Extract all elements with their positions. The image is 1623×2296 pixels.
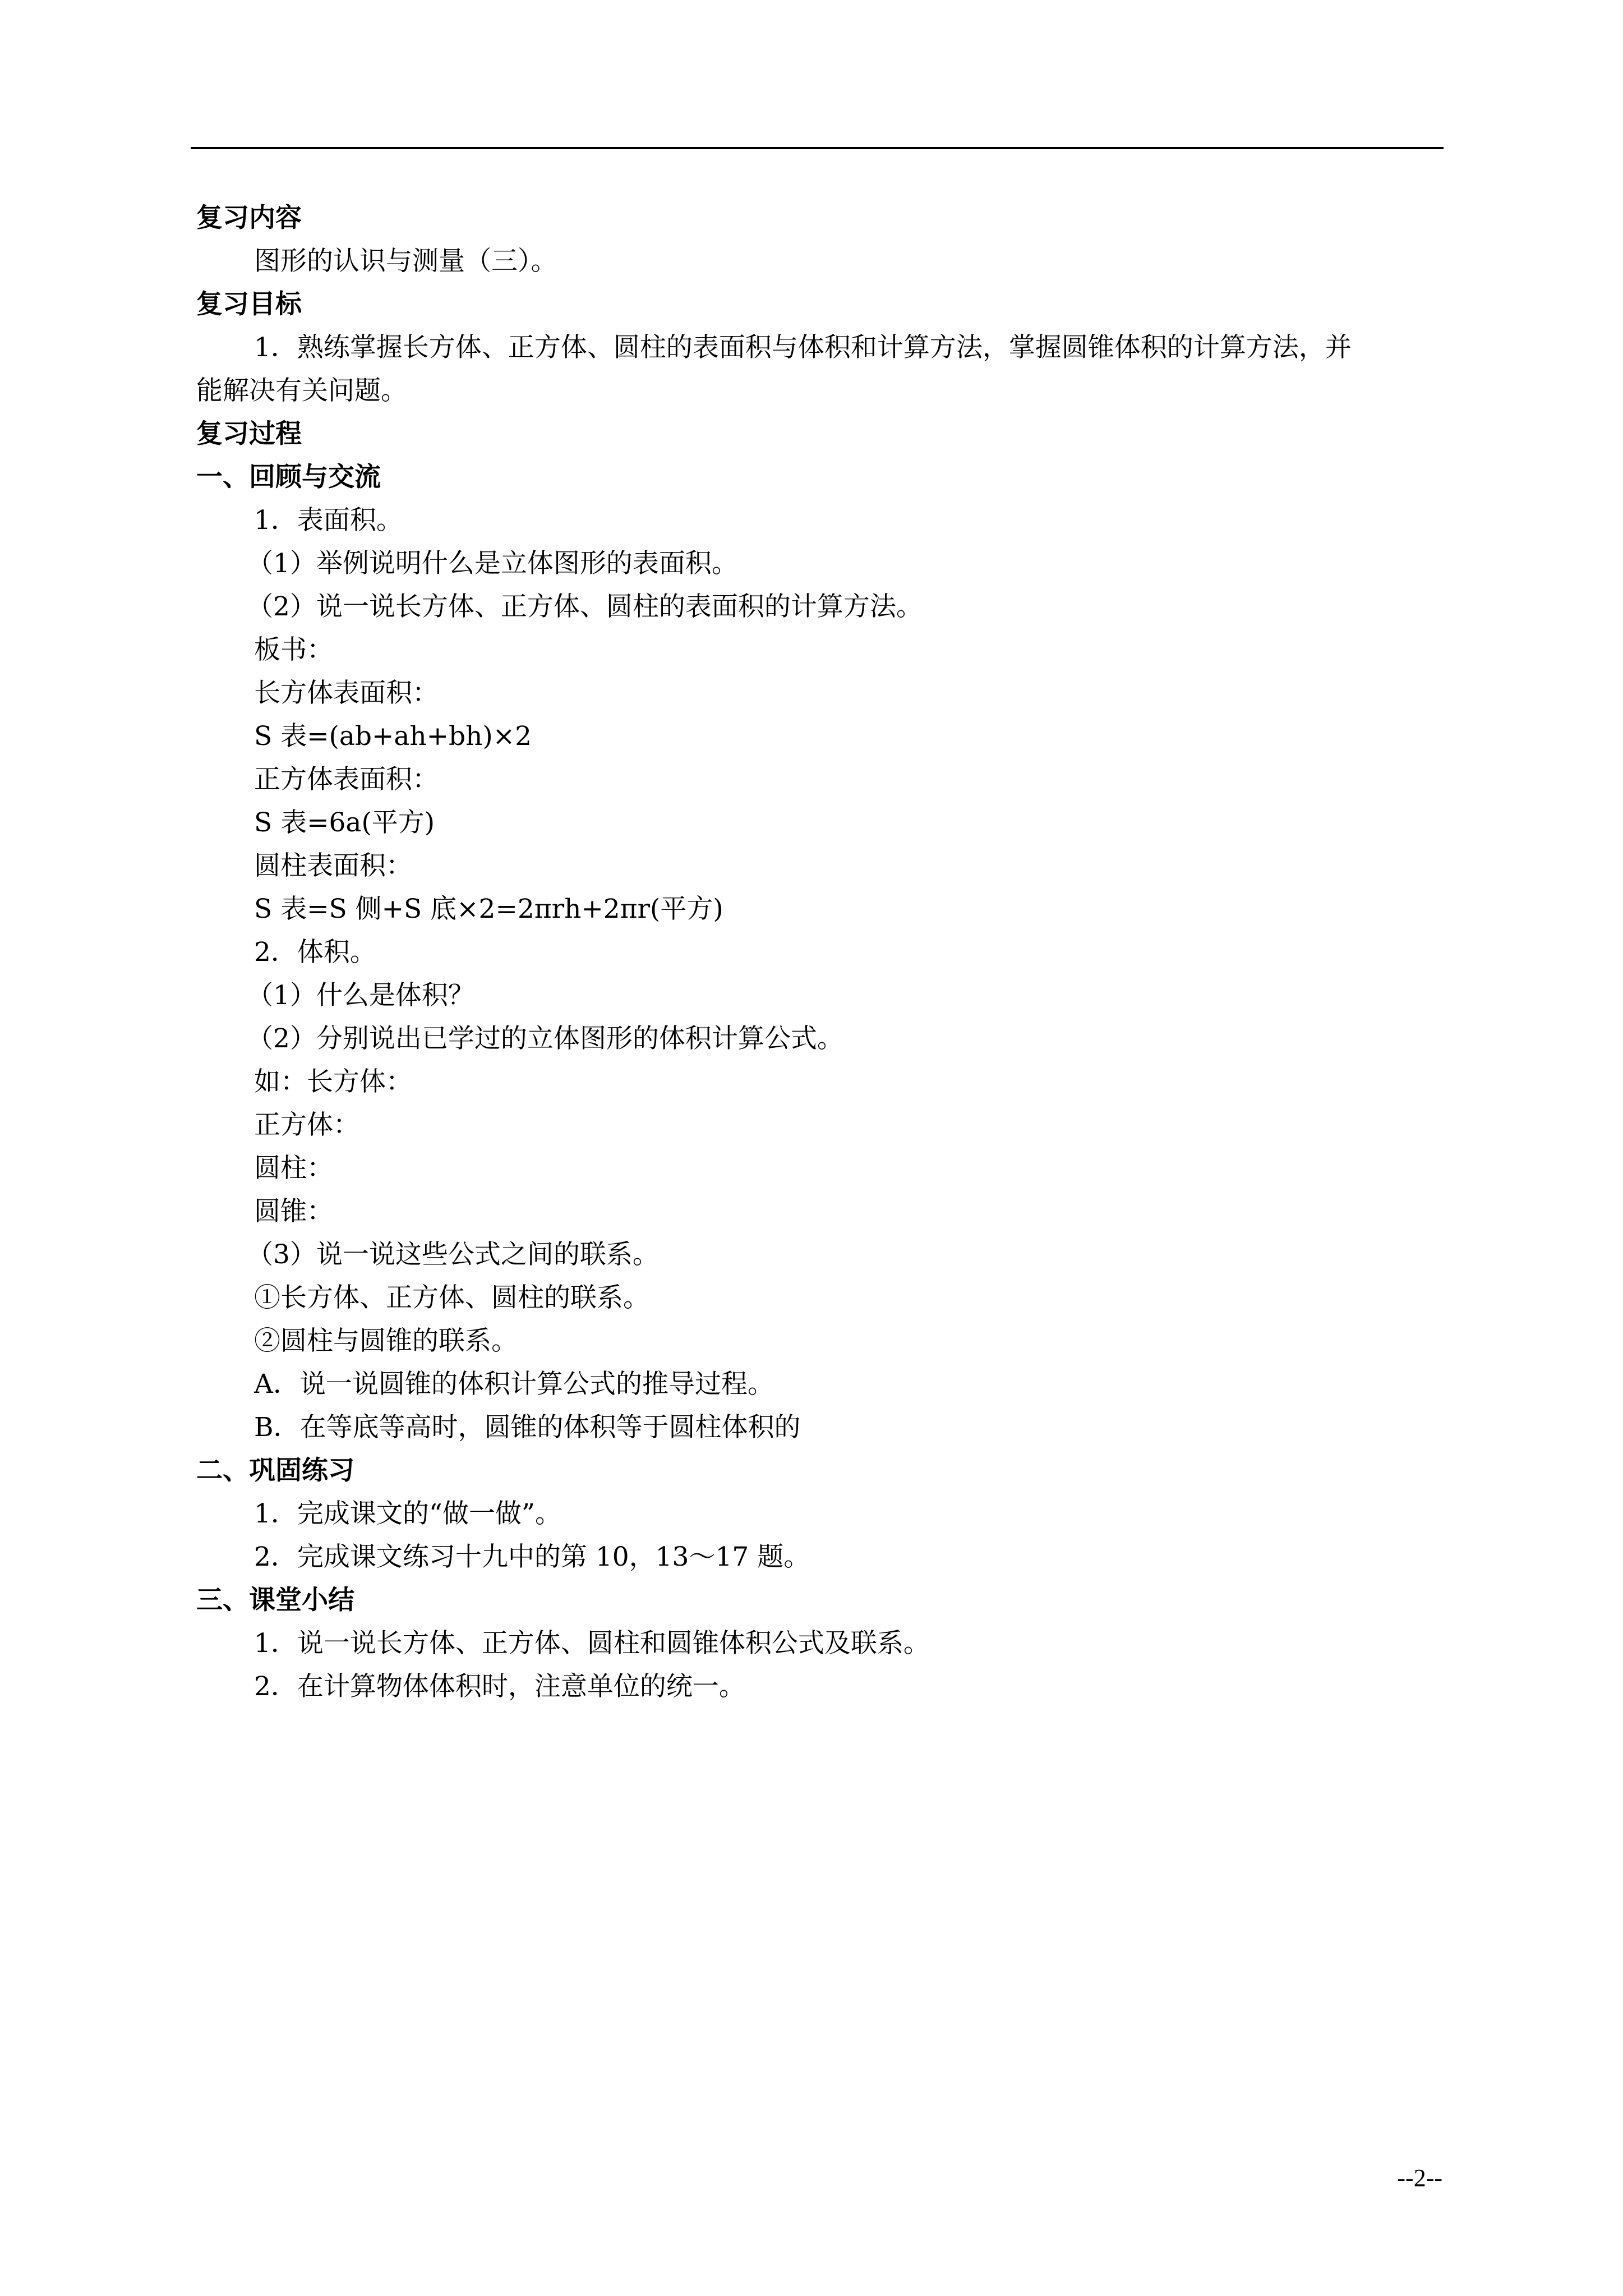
question-volume-2: （2）分别说出已学过的立体图形的体积计算公式。 <box>247 1023 843 1054</box>
relation-2: ②圆柱与圆锥的联系。 <box>254 1326 518 1356</box>
goal-line-1: 1．熟练掌握长方体、正方体、圆柱的表面积与体积和计算方法，掌握圆锥体积的计算方法，并 <box>254 332 1352 363</box>
question-surface-area-1: （1）举例说明什么是立体图形的表面积。 <box>247 548 738 579</box>
relation-b: B．在等底等高时，圆锥的体积等于圆柱体积的 <box>254 1412 801 1443</box>
heading-review-content: 复习内容 <box>196 203 302 233</box>
summary-item-1: 1．说一说长方体、正方体、圆柱和圆锥体积公式及联系。 <box>254 1628 930 1659</box>
document-body <box>196 196 1447 1708</box>
section-practice: 二、巩固练习 <box>196 1455 354 1486</box>
practice-item-2: 2．完成课文练习十九中的第 10，13～17 题。 <box>254 1542 810 1572</box>
review-content-text: 图形的认识与测量（三）。 <box>254 246 557 277</box>
section-summary: 三、课堂小结 <box>196 1585 354 1616</box>
relation-a: A．说一说圆锥的体积计算公式的推导过程。 <box>254 1369 774 1400</box>
cylinder-area-formula: S 表=S 侧+S 底×2=2πrh+2πr(平方) <box>254 894 723 924</box>
question-volume-3: （3）说一说这些公式之间的联系。 <box>247 1239 659 1270</box>
question-volume-1: （1）什么是体积？ <box>247 980 474 1011</box>
question-surface-area-2: （2）说一说长方体、正方体、圆柱的表面积的计算方法。 <box>247 591 923 622</box>
cube-area-formula: S 表=6a(平方) <box>254 807 435 838</box>
relation-1: ①长方体、正方体、圆柱的联系。 <box>254 1282 649 1313</box>
board-label: 板书： <box>254 634 333 665</box>
summary-item-2: 2．在计算物体体积时，注意单位的统一。 <box>254 1671 745 1702</box>
section-review-exchange: 一、回顾与交流 <box>196 462 381 493</box>
heading-review-goals: 复习目标 <box>196 289 302 320</box>
cylinder-area-label: 圆柱表面积： <box>254 850 412 881</box>
example-cube: 正方体： <box>254 1110 359 1140</box>
cube-area-label: 正方体表面积： <box>254 764 439 795</box>
example-cuboid: 如：长方体： <box>254 1066 412 1097</box>
cuboid-area-formula: S 表=(ab+ah+bh)×2 <box>254 721 532 752</box>
cuboid-area-label: 长方体表面积： <box>254 678 439 708</box>
heading-review-process: 复习过程 <box>196 418 302 449</box>
example-cylinder: 圆柱： <box>254 1153 333 1184</box>
practice-item-1: 1．完成课文的“做一做”。 <box>254 1498 561 1529</box>
item-surface-area: 1．表面积。 <box>254 505 403 536</box>
item-volume: 2．体积。 <box>254 937 376 968</box>
goal-line-2: 能解决有关问题。 <box>196 375 407 406</box>
example-cone: 圆锥： <box>254 1196 333 1227</box>
header-rule <box>191 147 1444 149</box>
page-number: --2-- <box>1397 2164 1442 2192</box>
